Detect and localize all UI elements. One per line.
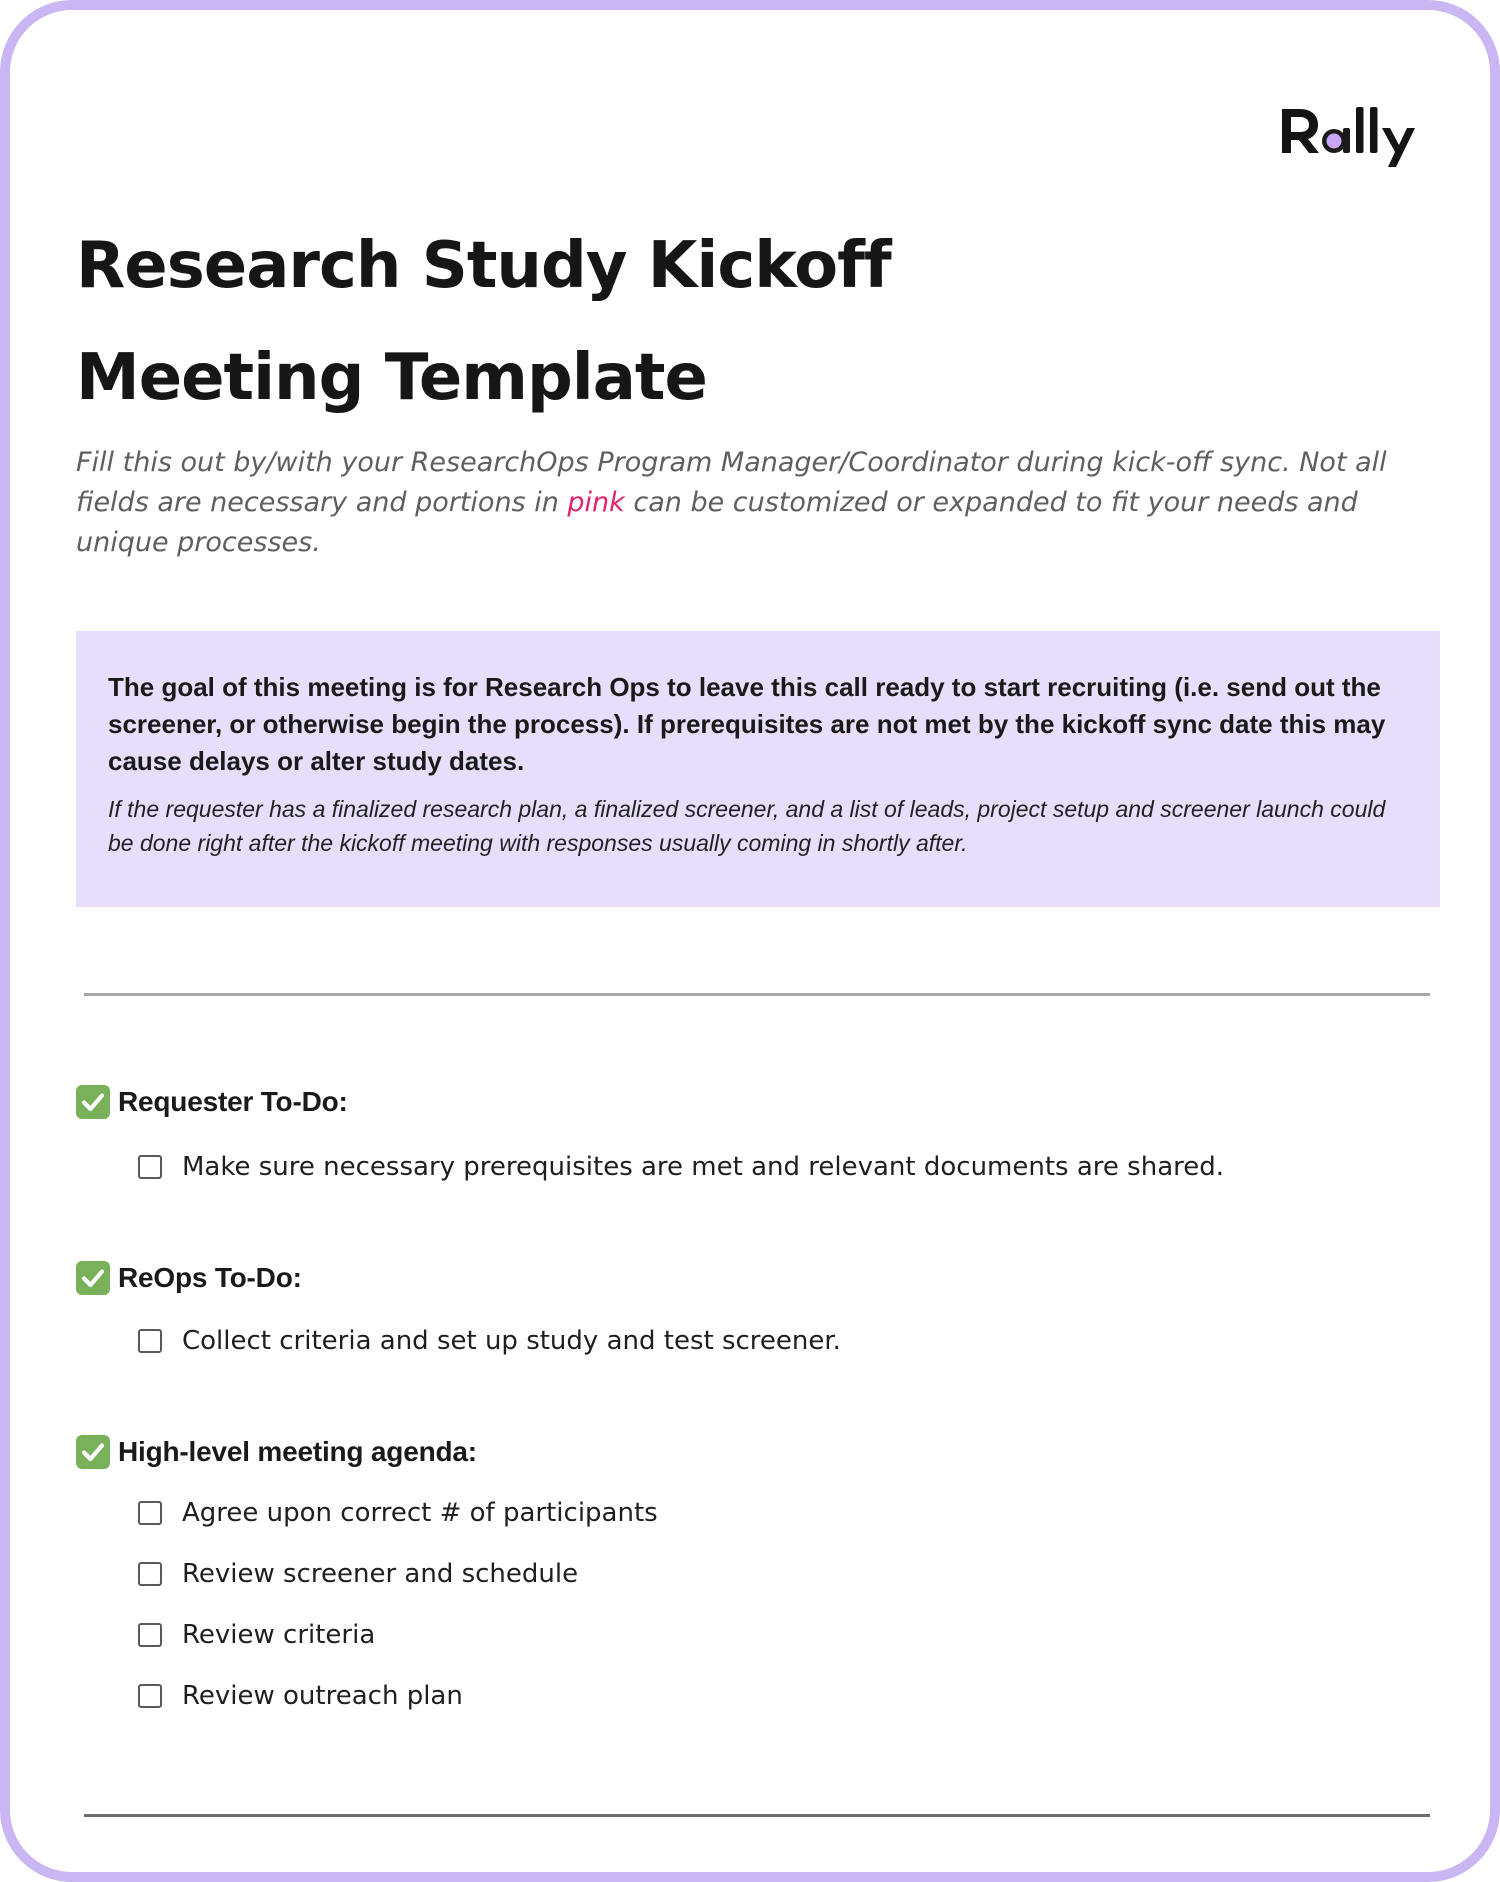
task-list [76, 1482, 1436, 1726]
section-meeting-agenda [76, 1432, 1436, 1726]
list-item [76, 1136, 1436, 1197]
callout-note-text: If the requester has a finalized research plan, a finalized screener, and a list of leads, project setup and screener launch could be done right after the kickoff meeting with responses usually coming in shortly after. [108, 796, 1386, 856]
empty-checkbox-icon[interactable] [138, 1623, 162, 1647]
section-divider-top [84, 993, 1430, 996]
callout-lead-text: The goal of this meeting is for Research Ops to leave this call ready to start recruiting (i.e. send out the screener, or otherwise begin the process). If prerequisites are not met by the kickoff sync date this may cause delays or alter study dates. [108, 672, 1386, 776]
page-title [76, 210, 1076, 434]
intro-paragraph [76, 443, 1456, 563]
rally-logo [1278, 98, 1424, 178]
empty-checkbox-icon[interactable] [138, 1562, 162, 1586]
section-reops-todo [76, 1258, 1436, 1371]
section-title: ReOps To-Do: [118, 1262, 302, 1293]
section-title: High-level meeting agenda: [118, 1436, 477, 1467]
page-title-line-2: Meeting Template [76, 341, 707, 415]
section-header [76, 1432, 1436, 1472]
empty-checkbox-icon[interactable] [138, 1155, 162, 1179]
section-divider-bottom [84, 1814, 1430, 1817]
task-list [76, 1310, 1436, 1371]
list-item [76, 1543, 1436, 1604]
page-title-line-1: Research Study Kickoff [76, 229, 891, 303]
section-requester-todo [76, 1082, 1436, 1197]
task-list [76, 1136, 1436, 1197]
task-label: Review criteria [182, 1619, 376, 1650]
intro-text-part-1: Fill this out by/with your ResearchOps Program Manager/Coordinator during kick-off sync. Not all fields are necessary and portions in [76, 447, 1387, 518]
section-header [76, 1258, 1436, 1298]
check-mark-button-icon [76, 1085, 110, 1119]
intro-pink-word: pink [567, 487, 625, 518]
rally-logo-icon [1278, 101, 1424, 175]
list-item [76, 1310, 1436, 1371]
empty-checkbox-icon[interactable] [138, 1684, 162, 1708]
list-item [76, 1604, 1436, 1665]
intro-text-part-2: can be customized or expanded to fit your needs and unique processes. [76, 487, 1358, 558]
task-label: Review screener and schedule [182, 1558, 579, 1589]
list-item [76, 1482, 1436, 1543]
empty-checkbox-icon[interactable] [138, 1501, 162, 1525]
check-mark-button-icon [76, 1261, 110, 1295]
section-header [76, 1082, 1436, 1122]
task-label: Collect criteria and set up study and test screener. [182, 1325, 841, 1356]
task-label: Review outreach plan [182, 1680, 463, 1711]
task-label: Make sure necessary prerequisites are met and relevant documents are shared. [182, 1151, 1225, 1182]
check-mark-button-icon [76, 1435, 110, 1469]
meeting-goal-callout [76, 631, 1440, 907]
list-item [76, 1665, 1436, 1726]
task-label: Agree upon correct # of participants [182, 1497, 658, 1528]
section-title: Requester To-Do: [118, 1086, 348, 1117]
empty-checkbox-icon[interactable] [138, 1329, 162, 1353]
